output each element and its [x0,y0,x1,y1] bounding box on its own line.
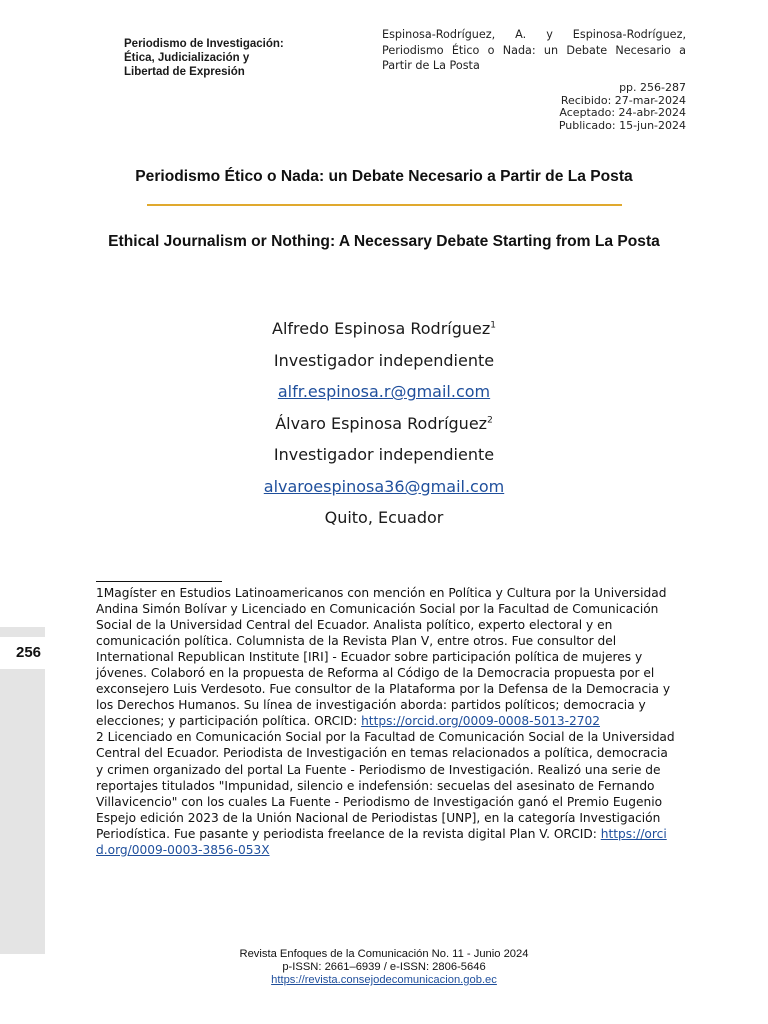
author-affiliation: Investigador independiente [273,445,495,464]
title-divider [147,204,622,206]
article-dates [559,82,686,132]
journal-url-link[interactable]: https://revista.consejodecomunicacion.gob.ec [271,974,497,986]
footnote-marker[interactable]: 1 [490,320,496,331]
author-email-line [60,471,708,503]
running-citation: Espinosa-Rodríguez, A. y Espinosa-Rodríguez, Periodismo Ético o Nada: un Debate Necesario a Partir de La Posta [382,28,686,72]
footnote-2: 2 Licenciado en Comunicación Social por la Facultad de Comunicación Social de la Universidad Central del Ecuador. Periodista de Investigación en temas relacionados a política, democracia y crimen organizado del portal La Fuente - Periodismo de Investigación. Realizó una serie de reportajes titulados "Impunidad, silencio e indefensión: secuelas del asesinato de Fernando Villavicencio" con los cuales La Fuente - Periodismo de Investigación ganó el Premio Eugenio Espejo edición 2023 de la Unión Nacional de Periodistas [UNP], en la categoría Investigación Periodística. Fue pasante y periodista freelance de la revista digital Plan V. ORCID: https://orcid.org/0009-0003-3856-053X [96,730,675,857]
footnotes [96,585,676,858]
author-name: Alfredo Espinosa Rodríguez$^1$ [272,319,496,338]
orcid-link[interactable]: https://orcid.org/0009-0008-5013-2702 [361,714,600,729]
page-range: pp. 256-287 [619,81,686,94]
footnote-1: 1Magíster en Estudios Latinoamericanos con mención en Política y Cultura por la Universidad Andina Simón Bolívar y Licenciado en Comunicación Social por la Facultad de Comunicación Social de la Universidad Central del Ecuador. Analista político, experto electoral y en comunicación política. Columnista de la Revista Plan V, entre otros. Fue consultor del International Republican Institute [IRI] - Ecuador sobre participación política de mujeres y jóvenes. Colaboró en la propuesta de Reforma al Código de la Democracia propuesta por el exconsejero Luis Verdesoto. Fue consultor de la Plataforma por la Defensa de la Democracia y los Derechos Humanos. Su línea de investigación aborda: partidos políticos; democracia y elecciones; y participación política. ORCID: https://orcid.org/0009-0008-5013-2702 [96,586,671,729]
accepted-date: Aceptado: 24-abr-2024 [559,106,686,119]
published-date: Publicado: 15-jun-2024 [558,118,686,132]
article-title-english: Ethical Journalism or Nothing: A Necessary Debate Starting from La Posta [108,233,660,250]
footnote-marker[interactable]: 2 [487,415,493,426]
orcid-link[interactable]: https://orcid.org/0009-0003-3856-053X [96,826,667,857]
author-name: Álvaro Espinosa Rodríguez$^2$ [275,413,493,433]
received-date: Recibido: 27-mar-2024 [560,93,686,107]
author-location: Quito, Ecuador [324,508,444,527]
author-email-link[interactable]: alfr.espinosa.r@gmail.com [277,382,491,401]
footnote-separator [96,581,222,582]
page-footer [0,948,768,987]
journal-section-title [124,37,324,79]
article-title-spanish: Periodismo Ético o Nada: un Debate Necesario a Partir de La Posta [135,168,633,185]
author-block [60,313,708,534]
issn: p-ISSN: 2661–6939 / e-ISSN: 2806-5646 [282,961,486,973]
journal-line: Ética, Judicialización y [124,52,250,64]
author-affiliation: Investigador independiente [273,350,495,370]
page-margin-bar [0,627,45,954]
journal-line: Periodismo de Investigación: [124,38,284,50]
page-number: 256 [0,637,45,669]
journal-line: Libertad de Expresión [124,66,245,78]
author-email-line [60,376,708,408]
author-email-link[interactable]: alvaroespinosa36@gmail.com [263,476,505,496]
journal-issue: Revista Enfoques de la Comunicación No. 11 - Junio 2024 [239,948,529,960]
